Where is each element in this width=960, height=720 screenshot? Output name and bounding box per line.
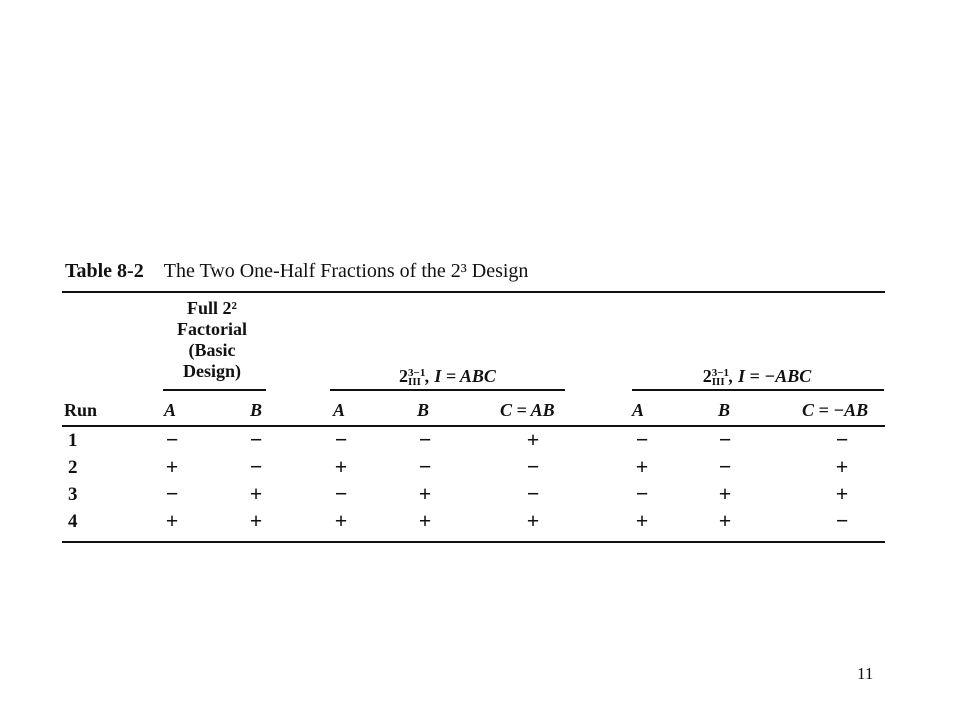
column-header-c-minus-ab: C = −AB xyxy=(802,400,869,420)
column-header-b1: B xyxy=(250,400,263,420)
cell: − xyxy=(718,427,732,452)
cell: − xyxy=(249,427,263,452)
cell: − xyxy=(165,481,179,506)
cell: − xyxy=(635,481,649,506)
cell: − xyxy=(418,427,432,452)
run-number: 2 xyxy=(68,457,78,478)
cell: − xyxy=(635,427,649,452)
header-rule xyxy=(62,425,885,427)
cell: − xyxy=(249,454,263,479)
cell: + xyxy=(165,508,179,533)
cell: + xyxy=(835,481,849,506)
table-caption xyxy=(65,260,528,283)
cell: + xyxy=(635,454,649,479)
table-title: The Two One-Half Fractions of the 2³ Design xyxy=(163,260,529,282)
cell: − xyxy=(334,427,348,452)
cell: + xyxy=(526,508,540,533)
column-header-run: Run xyxy=(64,400,98,420)
group-header-full-factorial xyxy=(150,298,274,382)
cell: + xyxy=(418,481,432,506)
group1-rule xyxy=(163,389,266,391)
cell: − xyxy=(526,481,540,506)
group2-sub: III xyxy=(408,375,421,388)
group1-line3: (Basic xyxy=(188,340,236,360)
column-header-a2: A xyxy=(333,400,346,420)
cell: + xyxy=(249,481,263,506)
cell: − xyxy=(835,508,849,533)
group1-line4: Design) xyxy=(183,361,241,381)
cell: + xyxy=(718,508,732,533)
cell: + xyxy=(334,508,348,533)
group2-prefix: 2 xyxy=(399,366,409,386)
group-header-fraction-minus xyxy=(632,366,882,387)
cell: − xyxy=(334,481,348,506)
run-number: 1 xyxy=(68,430,78,451)
group-header-fraction-plus xyxy=(330,366,565,387)
cell: − xyxy=(835,427,849,452)
group2-rest: , I = ABC xyxy=(425,366,496,386)
column-header-a3: A xyxy=(632,400,645,420)
cell: + xyxy=(526,427,540,452)
run-number: 3 xyxy=(68,484,78,505)
group3-rule xyxy=(632,389,884,391)
column-header-c-ab: C = AB xyxy=(500,400,555,420)
cell: + xyxy=(165,454,179,479)
group2-sup: 3−1 xyxy=(408,366,426,379)
group2-rule xyxy=(330,389,565,391)
cell: + xyxy=(635,508,649,533)
cell: − xyxy=(526,454,540,479)
column-header-a1: A xyxy=(164,400,177,420)
bottom-rule xyxy=(62,541,885,543)
cell: + xyxy=(249,508,263,533)
cell: − xyxy=(418,454,432,479)
group3-rest: , I = −ABC xyxy=(729,366,812,386)
group1-line2: Factorial xyxy=(177,319,247,339)
group3-prefix: 2 xyxy=(702,366,712,386)
page-number: 11 xyxy=(857,664,874,683)
top-rule xyxy=(62,291,885,293)
cell: + xyxy=(418,508,432,533)
column-header-b3: B xyxy=(718,400,731,420)
cell: + xyxy=(718,481,732,506)
run-number: 4 xyxy=(68,511,78,532)
group1-line1: Full 2² xyxy=(187,298,237,318)
column-header-b2: B xyxy=(417,400,430,420)
cell: + xyxy=(334,454,348,479)
cell: − xyxy=(718,454,732,479)
group3-sub: III xyxy=(711,375,725,388)
group3-sup: 3−1 xyxy=(711,366,730,379)
cell: − xyxy=(165,427,179,452)
table-label: Table 8-2 xyxy=(65,260,144,282)
cell: + xyxy=(835,454,849,479)
